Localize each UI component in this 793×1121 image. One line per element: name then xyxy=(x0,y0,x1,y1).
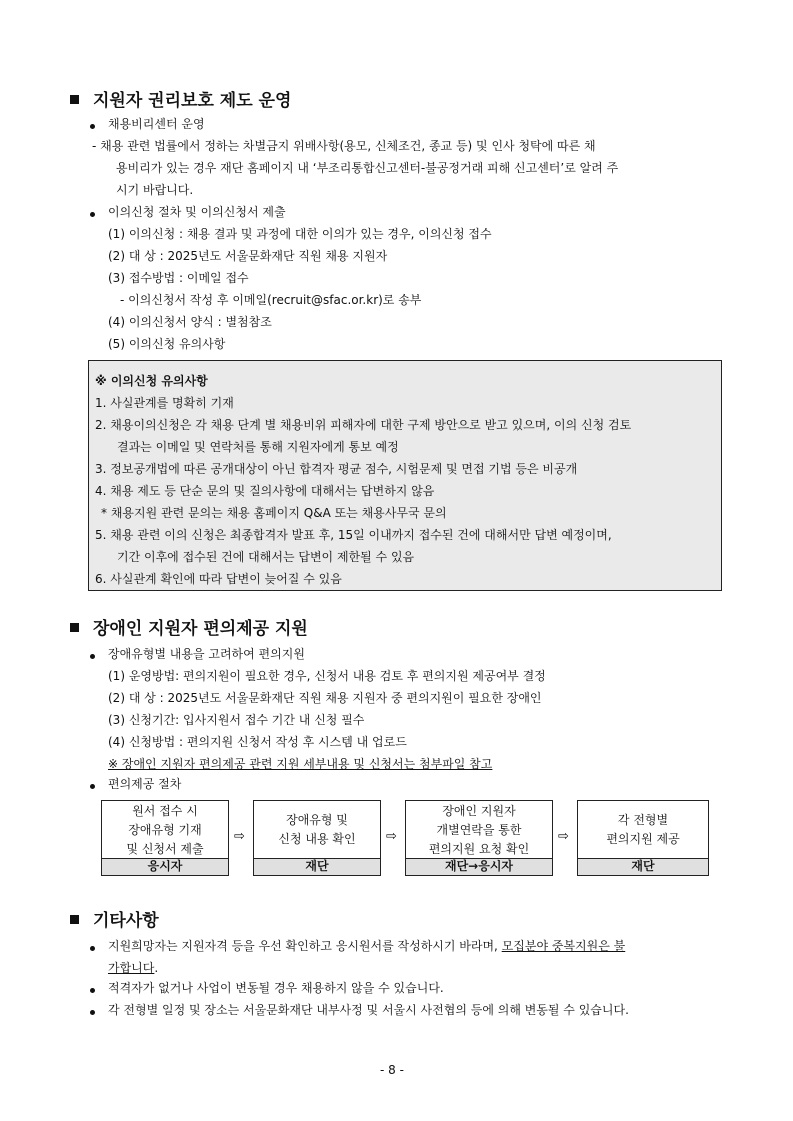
bullet-icon xyxy=(90,784,95,789)
bullet-icon xyxy=(90,946,95,951)
bullet-text: 가합니다. xyxy=(108,961,159,975)
list-item: (1) 운영방법: 편의지원이 필요한 경우, 신청서 내용 검토 후 편의지원 제공여부 결정 xyxy=(108,669,546,683)
bullet-icon xyxy=(90,988,95,993)
page-number: - 8 - xyxy=(380,1063,404,1077)
list-item: (2) 대 상 : 2025년도 서울문화재단 직원 채용 지원자 xyxy=(108,249,388,263)
note-line: * 채용지원 관련 문의는 채용 홈페이지 Q&A 또는 채용사무국 문의 xyxy=(101,506,447,520)
flow-actor: 응시자 xyxy=(102,858,228,875)
objection-notes-box xyxy=(88,360,722,591)
note-line: 4. 채용 제도 등 단순 문의 및 질의사항에 대해서는 답변하지 않음 xyxy=(95,484,435,498)
bullet-icon xyxy=(90,124,95,129)
section-heading-accessibility: 장애인 지원자 편의제공 지원 xyxy=(70,614,308,639)
note-line: 2. 채용이의신청은 각 채용 단계 별 채용비위 피해자에 대한 구제 방안으로 받고 있으며, 이의 신청 검토 xyxy=(95,418,632,432)
bullet-text: 적격자가 없거나 사업이 변동될 경우 채용하지 않을 수 있습니다. xyxy=(108,981,444,995)
attachment-note: ※ 장애인 지원자 편의제공 관련 지원 세부내용 및 신청서는 첨부파일 참고 xyxy=(108,757,493,771)
flow-actor: 재단 xyxy=(578,858,708,875)
list-item: (4) 신청방법 : 편의지원 신청서 작성 후 시스템 내 업로드 xyxy=(108,735,407,749)
right-arrow-icon: ⇨ xyxy=(558,829,569,844)
flow-text: 장애유형 및 xyxy=(286,813,348,827)
flow-text: 개별연락을 통한 xyxy=(436,822,522,837)
note-line: 결과는 이메일 및 연락처를 통해 지원자에게 통보 예정 xyxy=(117,440,399,454)
flow-text: 장애유형 기재 xyxy=(128,822,202,837)
list-item: (4) 이의신청서 양식 : 별첨참조 xyxy=(108,315,272,329)
list-item: (2) 대 상 : 2025년도 서울문화재단 직원 채용 지원자 중 편의지원이 필요한 장애인 xyxy=(108,691,542,705)
notebox-title: ※ 이의신청 유의사항 xyxy=(95,374,208,388)
square-bullet-icon xyxy=(70,623,79,632)
dash-text: 시기 바랍니다. xyxy=(116,183,194,197)
flow-actor: 재단 xyxy=(254,858,380,875)
list-item: (1) 이의신청 : 채용 결과 및 과정에 대한 이의가 있는 경우, 이의신청 접수 xyxy=(108,227,492,241)
flow-step-3 xyxy=(405,800,553,876)
bullet-text: 채용비리센터 운영 xyxy=(108,117,205,131)
bullet-text: 편의제공 절차 xyxy=(108,777,182,791)
bullet-icon xyxy=(90,654,95,659)
list-item: (5) 이의신청 유의사항 xyxy=(108,337,226,351)
list-item: (3) 접수방법 : 이메일 접수 xyxy=(108,271,249,285)
note-line: 6. 사실관계 확인에 따라 답변이 늦어질 수 있음 xyxy=(95,572,342,586)
note-line: 3. 정보공개법에 따른 공개대상이 아닌 합격자 평균 점수, 시험문제 및 면접 기법 등은 비공개 xyxy=(95,462,578,476)
flow-text: 신청 내용 확인 xyxy=(278,832,356,846)
note-line: 1. 사실관계를 명확히 기재 xyxy=(95,396,234,410)
bullet-text: 이의신청 절차 및 이의신청서 제출 xyxy=(108,205,286,219)
bullet-icon xyxy=(90,1010,95,1015)
bullet-text: 장애유형별 내용을 고려하여 편의지원 xyxy=(108,647,305,661)
flow-step-2 xyxy=(253,800,381,876)
dash-text: 용비리가 있는 경우 재단 홈페이지 내 ‘부조리통합신고센터-불공정거래 피해 신고센터’로 알려 주 xyxy=(116,161,619,175)
flow-step-1 xyxy=(101,800,229,876)
right-arrow-icon: ⇨ xyxy=(386,829,397,844)
square-bullet-icon xyxy=(70,95,79,104)
flow-step-4 xyxy=(577,800,709,876)
flow-text: 장애인 지원자 xyxy=(442,803,516,818)
flow-text: 편의지원 제공 xyxy=(606,832,680,846)
note-line: 5. 채용 관련 이의 신청은 최종합격자 발표 후, 15일 이내까지 접수된 건에 대해서만 답변 예정이며, xyxy=(95,528,612,542)
right-arrow-icon: ⇨ xyxy=(234,829,245,844)
section-heading-rights: 지원자 권리보호 제도 운영 xyxy=(70,86,291,111)
flow-text: 편의지원 요청 확인 xyxy=(428,841,530,856)
note-line: 기간 이후에 접수된 건에 대해서는 답변이 제한될 수 있음 xyxy=(117,550,415,564)
bullet-icon xyxy=(90,212,95,217)
section-heading-other: 기타사항 xyxy=(70,906,159,931)
list-item: (3) 신청기간: 입사지원서 접수 기간 내 신청 필수 xyxy=(108,713,365,727)
bullet-text: 지원희망자는 지원자격 등을 우선 확인하고 응시원서를 작성하시기 바라며, 모집분야 중복지원은 불 xyxy=(108,939,626,953)
bullet-text: 각 전형별 일정 및 장소는 서울문화재단 내부사정 및 서울시 사전협의 등에 의해 변동될 수 있습니다. xyxy=(108,1003,629,1017)
flow-text: 원서 접수 시 xyxy=(132,803,198,818)
dash-text: - 채용 관련 법률에서 정하는 차별금지 위배사항(용모, 신체조건, 종교 등) 및 인사 청탁에 따른 채 xyxy=(92,139,596,153)
flow-text: 및 신청서 제출 xyxy=(126,841,204,856)
flow-actor: 재단→응시자 xyxy=(406,858,552,875)
flow-text: 각 전형별 xyxy=(617,813,669,827)
square-bullet-icon xyxy=(70,915,79,924)
list-item: - 이의신청서 작성 후 이메일(recruit@sfac.or.kr)로 송부 xyxy=(120,293,422,307)
